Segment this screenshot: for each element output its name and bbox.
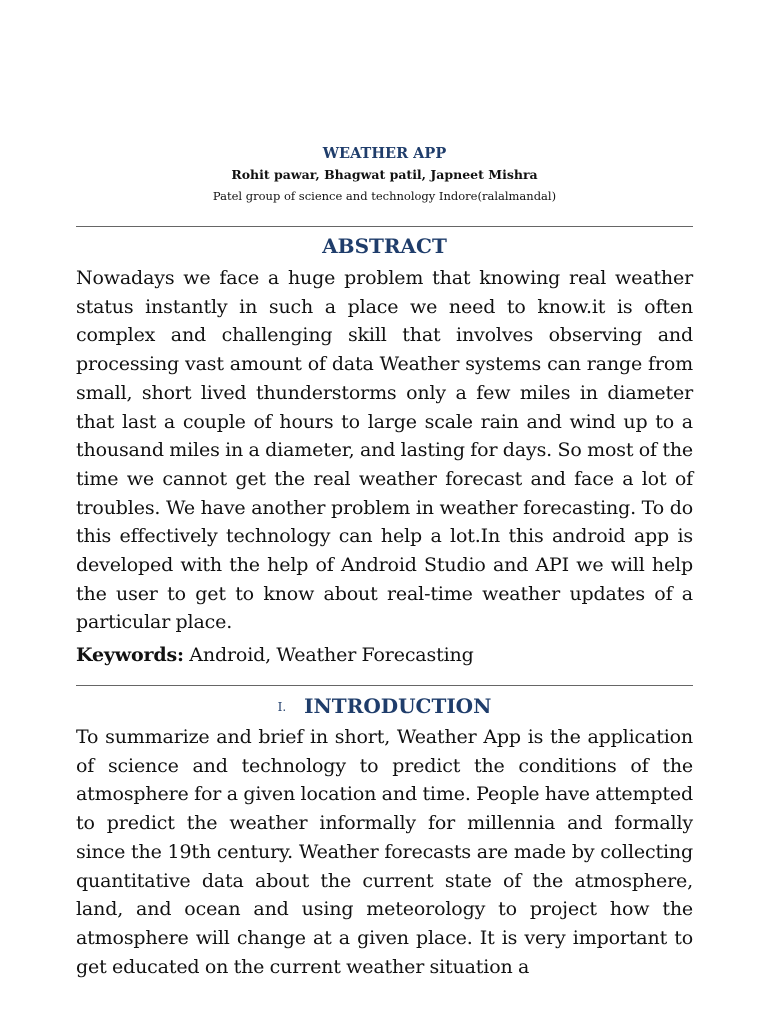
section-number: I. bbox=[277, 699, 287, 714]
paper-title: WEATHER APP bbox=[322, 145, 447, 162]
abstract-text: Nowadays we face a huge problem that knowing real weather status instantly in such a place we need to know.it is often complex and challenging skill that involves observing and processing vast amount of data Weather systems can range from small, short lived thunderstorms only a few miles in diameter that last a couple of hours to large scale rain and wind up to a thousand miles in a diameter, and lasting for days. So most of the time we cannot get the real weather forecast and face a lot of troubles. We have another problem in weather forecasting. To do this effectively technology can help a lot.In this android app is developed with the help of Android Studio and API we will help the user to get to know about real-time weather updates of a particular place. bbox=[76, 267, 693, 634]
abstract-heading: ABSTRACT bbox=[322, 234, 447, 258]
keywords-value: Android, Weather Forecasting bbox=[183, 644, 474, 666]
keywords-line bbox=[76, 641, 693, 669]
introduction-heading-text: INTRODUCTION bbox=[304, 694, 492, 718]
introduction-heading bbox=[76, 694, 693, 718]
introduction-text: To summarize and brief in short, Weather App is the application of science and technology to predict the conditions of the atmosphere for a given location and time. People have attempted to predict the weather informally for millennia and formally since the 19th century. Weather forecasts are made by collecting quantitative data about the current state of the atmosphere, land, and ocean and using meteorology to project how the atmosphere will change at a given place. It is very important to get educated on the current weather situation a bbox=[76, 726, 693, 978]
keywords-label: Keywords: bbox=[76, 644, 184, 666]
divider-top bbox=[76, 226, 693, 227]
paper-authors: Rohit pawar, Bhagwat patil, Japneet Mishra bbox=[231, 167, 538, 182]
paper-affiliation: Patel group of science and technology Indore(ralalmandal) bbox=[212, 189, 557, 203]
divider-intro bbox=[76, 685, 693, 686]
